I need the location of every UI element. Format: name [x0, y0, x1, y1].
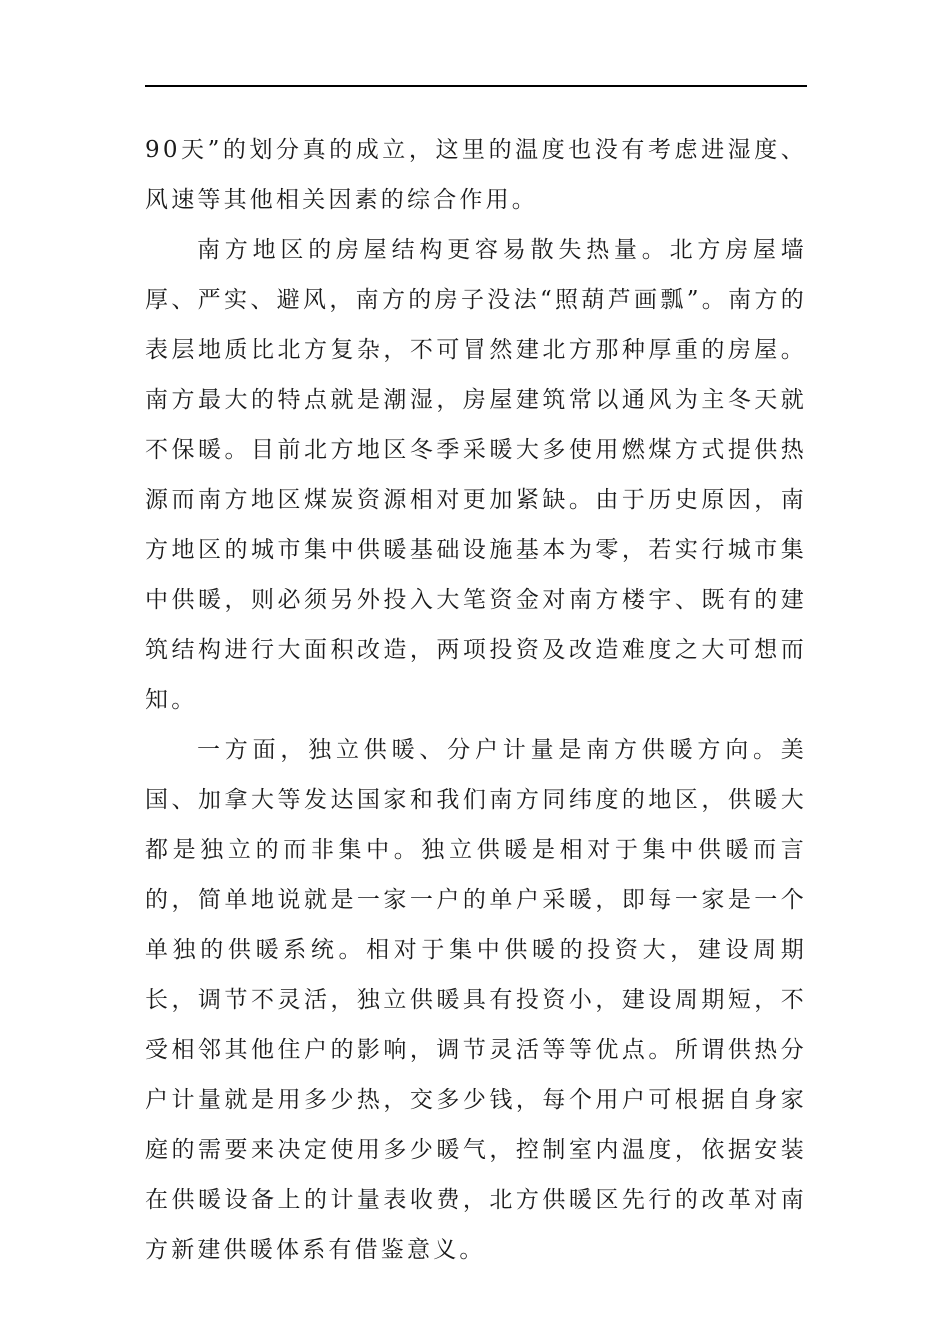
- paragraph-southern-housing: 南方地区的房屋结构更容易散失热量。北方房屋墙厚、严实、避风，南方的房子没法“照葫芦画瓢”。南方的表层地质比北方复杂，不可冒然建北方那种厚重的房屋。南方最大的特点就是潮湿，房屋建筑常以通风为主冬天就不保暖。目前北方地区冬季采暖大多使用燃煤方式提供热源而南方地区煤炭资源相对更加紧缺。由于历史原因，南方地区的城市集中供暖基础设施基本为零，若实行城市集中供暖，则必须另外投入大笔资金对南方楼宇、既有的建筑结构进行大面积改造，两项投资及改造难度之大可想而知。: [145, 237, 807, 713]
- paragraph-continuation: 90天”的划分真的成立，这里的温度也没有考虑进湿度、风速等其他相关因素的综合作用。: [145, 137, 807, 213]
- body-text: [145, 125, 807, 1275]
- paragraph-independent-heating: 一方面，独立供暖、分户计量是南方供暖方向。美国、加拿大等发达国家和我们南方同纬度的地区，供暖大都是独立的而非集中。独立供暖是相对于集中供暖而言的，简单地说就是一家一户的单户采暖，即每一家是一个单独的供暖系统。相对于集中供暖的投资大，建设周期长，调节不灵活，独立供暖具有投资小，建设周期短，不受相邻其他住户的影响，调节灵活等等优点。所谓供热分户计量就是用多少热，交多少钱，每个用户可根据自身家庭的需要来决定使用多少暖气，控制室内温度，依据安装在供暖设备上的计量表收费，北方供暖区先行的改革对南方新建供暖体系有借鉴意义。: [145, 737, 807, 1263]
- header-rule: [145, 85, 807, 87]
